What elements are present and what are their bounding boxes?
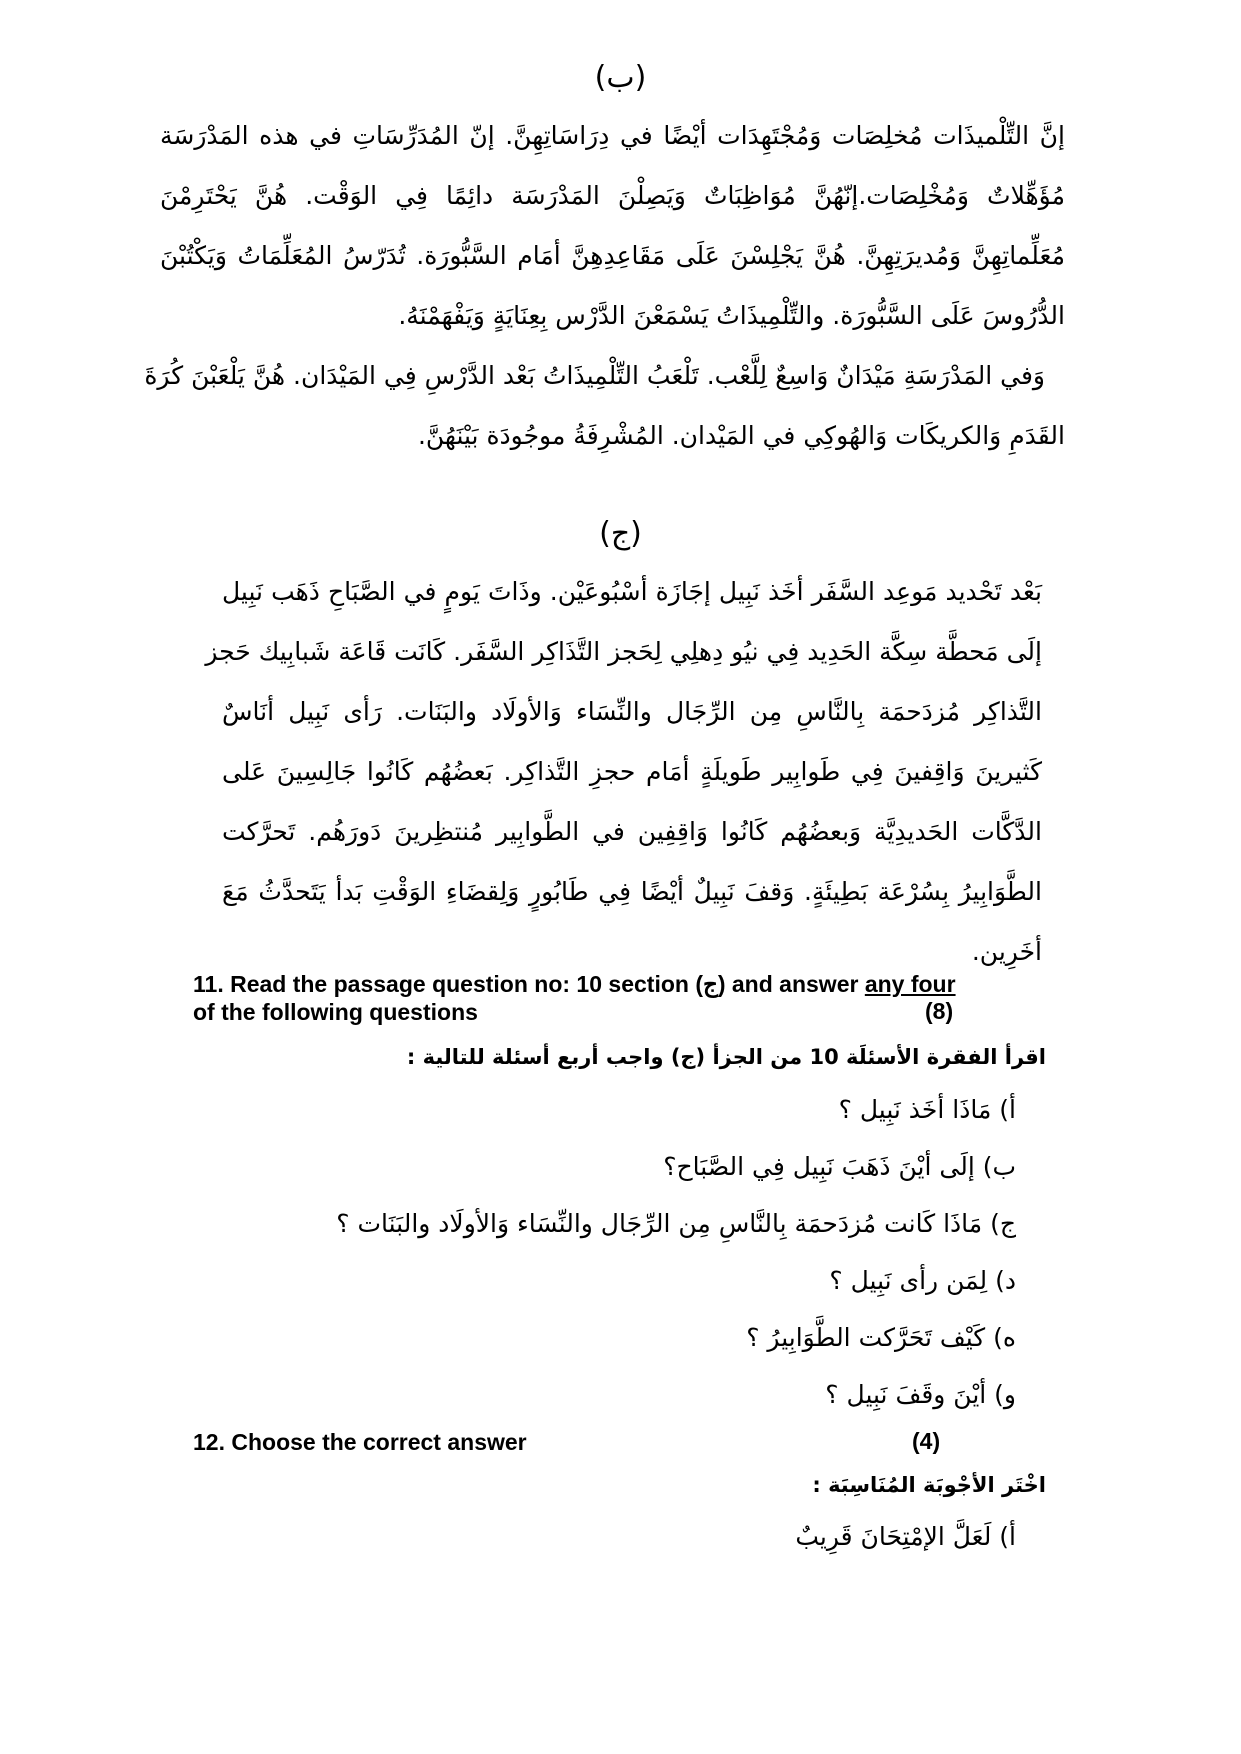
- passage-line: مُعَلِّماتِهِنَّ وَمُديرَتِهِنَّ. هُنَّ يَجْلِسْنَ عَلَى مَقَاعِدِهِنَّ أمَام السَّبُّورَة. تُدَرّسُ المُعَلِّمَاتُ وَيَكْتُبْنَ: [160, 241, 1065, 270]
- passage-line: وَفي المَدْرَسَةِ مَيْدَانٌ وَاسِعٌ لِلَّعْب. تَلْعَبُ التِّلْمِيذَاتُ بَعْد الدَّرْسِ فِي المَيْدَان. هُنَّ يَلْعَبْنَ كُرَةَ: [144, 361, 1045, 390]
- question-12-marks: (4): [912, 1428, 941, 1454]
- question-11-text: 11. Read the passage question no: 10 section (ج) and answer: [193, 971, 865, 997]
- question-item: و) أيْنَ وقَفَ نَبِيل ؟: [825, 1380, 1016, 1409]
- question-12-title: 12. Choose the correct answer: [193, 1429, 527, 1455]
- question-item: ه) كَيْف تَحَرَّكت الطَّوَابِيرُ ؟: [746, 1323, 1016, 1352]
- passage-line: مُؤَهِّلاتٌ وَمُخْلِصَات.إنّهُنَّ مُوَاظِبَاتٌ وَيَصِلْنَ المَدْرَسَة دائِمًا فِي الوَقْت. هُنَّ يَحْتَرِمْنَ: [160, 181, 1065, 210]
- passage-line: بَعْد تَحْديد مَوعِد السَّفَر أخَذ نَبِيل إجَازَة أسْبُوعَيْن. وذَاتَ يَومٍ في الصَّبَاحِ ذَهَب نَبِيل: [222, 577, 1042, 606]
- passage-line: إنَّ التِّلْميذَات مُخلِصَات وَمُجْتَهِدَات أيْضًا في دِرَاسَاتِهِنَّ. إنّ المُدَرِّسَاتِ في هذه المَدْرَسَة: [160, 121, 1065, 150]
- question-item: ب) إلَى أيْنَ ذَهَبَ نَبِيل فِي الصَّبَاح؟: [663, 1152, 1016, 1181]
- question-11-title: [193, 970, 956, 998]
- passage-line: كَثيرينَ وَاقِفينَ فِي طَوابِير طَويلَةٍ أمَام حجزِ التَّذاكِر. بَعضُهُم كَانُوا جَالِسِينَ عَلى: [222, 757, 1042, 786]
- section-b-passage: [144, 106, 1065, 466]
- question-12-arabic-heading: اخْتَر الأجْوبَة المُنَاسِبَة :: [812, 1473, 1046, 1497]
- question-11-underlined: any four: [864, 971, 956, 997]
- passage-line: التَّذاكِر مُزدَحمَة بِالنَّاسِ مِن الرِّجَال والنِّسَاء وَالأولَاد والبَنَات. رَأى نَبِيل أنَاسٌ: [222, 697, 1042, 726]
- section-c-label: (ج): [599, 516, 642, 551]
- passage-line: الدُّرُوسَ عَلَى السَّبُّورَة. والتِّلْمِيذَاتُ يَسْمَعْنَ الدَّرْس بِعِنَايَةٍ وَيَفْهَمْنَهُ.: [398, 301, 1065, 330]
- question-11-title-line2: of the following questions: [193, 999, 478, 1025]
- question-item: د) لِمَن رأى نَبِيل ؟: [829, 1266, 1016, 1295]
- passage-line: الطَّوَابِيرُ بِسُرْعَة بَطِيئَةٍ. وَقفَ نَبِيلٌ أيْضًا فِي طَابُورٍ وَلِقضَاءِ الوَقْتِ بَدأ يَتَحدَّثُ مَعَ: [222, 877, 1042, 906]
- section-b-label: (ب): [594, 60, 647, 95]
- passage-line: إلَى مَحطَّة سِكَّة الحَدِيد فِي نيُو دِهلِي لِحَجز التَّذَاكِر السَّفَر. كَانَت قَاعَة شَبابِيك حَجز: [205, 637, 1042, 666]
- passage-line: الدَّكَّات الحَديدِيَّة وَبعضُهُم كَانُوا وَاقِفِين في الطَّوابِير مُنتظِرينَ دَورَهُم. تَحرَّكت: [222, 817, 1042, 846]
- question-11-arabic-heading: اقرأ الفقرة الأسئلَة 10 من الجزأ (ج) واجب أربع أسئلة للتالية :: [406, 1045, 1046, 1069]
- question-item: أ) مَاذَا أخَذ نَبِيل ؟: [838, 1095, 1016, 1124]
- question-item: أ) لَعَلَّ الإمْتِحَانَ قَرِيبٌ: [795, 1522, 1016, 1551]
- passage-line: أخَرِين.: [971, 937, 1042, 966]
- passage-line: القَدَمِ وَالكريكَات وَالهُوكِي في المَيْدان. المُشْرِفَةُ موجُودَة بَيْنَهُنَّ.: [417, 421, 1065, 450]
- question-11-marks: (8): [925, 998, 954, 1024]
- question-item: ج) مَاذَا كَانت مُزدَحمَة بِالنَّاسِ مِن الرِّجَال والنِّسَاء وَالأولَاد والبَنَات ؟: [336, 1209, 1016, 1238]
- section-c-passage: [205, 562, 1042, 982]
